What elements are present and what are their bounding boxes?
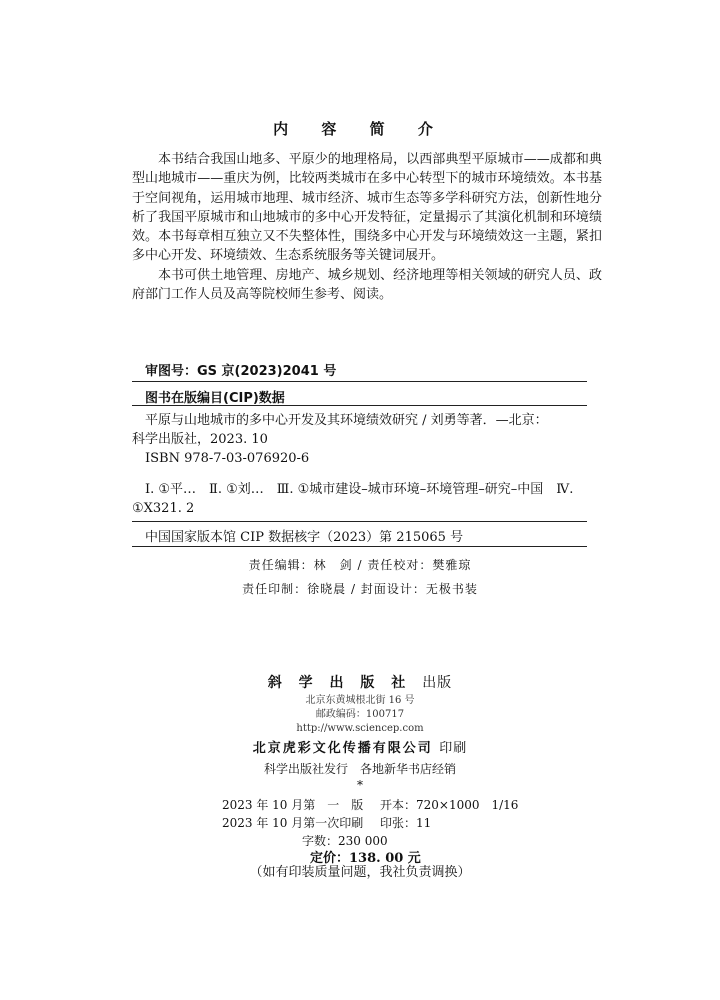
publisher-postcode: 邮政编码：100717 bbox=[315, 709, 405, 720]
publisher-name: 斜 学 出 版 社 bbox=[267, 675, 412, 691]
word-count: 字数：230 000 bbox=[302, 834, 388, 848]
credit-line: 责任印制：徐晓晨 / 封面设计：无极书装 bbox=[242, 582, 478, 596]
cip-record bbox=[132, 411, 587, 468]
sheets-info: 印张：11 bbox=[380, 816, 432, 830]
credit-line: 责任编辑：林 剑 / 责任校对：樊雅琼 bbox=[248, 558, 472, 572]
cip-line: 平原与山地城市的多中心开发及其环境绩效研究 / 刘勇等著．—北京： bbox=[145, 413, 548, 428]
cip-line: 科学出版社，2023. 10 bbox=[132, 432, 268, 447]
publisher-website: http://www.sciencep.com bbox=[296, 723, 424, 734]
cip-subjects: Ⅰ. ①平… Ⅱ. ①刘… Ⅲ. ①城市建设–城市环境–环境管理–研究–中国 Ⅳ. ①X321. 2 bbox=[132, 482, 574, 516]
printer-line bbox=[0, 738, 720, 760]
publisher-address: 北京东黄城根北街 16 号 bbox=[305, 695, 415, 706]
distribution-line: 科学出版社发行 各地新华书店经销 bbox=[263, 762, 456, 776]
map-review-number: 审图号：GS 京(2023)2041 号 bbox=[145, 364, 337, 379]
cip-record-number: 中国国家版本馆 CIP 数据核字（2023）第 215065 号 bbox=[145, 530, 464, 545]
publisher-suffix: 出版 bbox=[422, 675, 453, 691]
colophon bbox=[0, 672, 720, 792]
printing-info: 2023 年 10 月第一次印刷 bbox=[222, 816, 364, 830]
separator-mark: * bbox=[357, 778, 363, 792]
divider bbox=[132, 546, 587, 547]
section-title: 内 容 简 介 bbox=[273, 120, 447, 138]
summary-paragraph: 本书可供土地管理、房地产、城乡规划、经济地理等相关领域的研究人员、政府部门工作人员及高等院校师生参考、阅读。 bbox=[132, 267, 602, 303]
format-info: 开本：720×1000 1/16 bbox=[380, 798, 519, 812]
printer-name: 北京虎彩文化传播有限公司 bbox=[252, 741, 433, 756]
quality-notice: （如有印装质量问题，我社负责调换） bbox=[249, 865, 471, 880]
cip-heading: 图书在版编目(CIP)数据 bbox=[145, 391, 285, 406]
price: 定价：138. 00 元 bbox=[310, 851, 421, 866]
printer-suffix: 印刷 bbox=[439, 741, 468, 756]
editorial-credits bbox=[0, 553, 720, 601]
summary-paragraph: 本书结合我国山地多、平原少的地理格局，以西部典型平原城市——成都和典型山地城市——重庆为例，比较两类城市在多中心转型下的城市环境绩效。本书基于空间视角，运用城市地理、城市经济、城市生态等多学科研究方法，创新性地分析了我国平原城市和山地城市的多中心开发特征，定量揭示了其演化机制和环境绩效。本书每章相互独立又不失整体性，围绕多中心开发与环境绩效这一主题，紧扣多中心开发、环境绩效、生态系统服务等关键词展开。 bbox=[132, 152, 602, 264]
edition-info: 2023 年 10 月第 一 版 bbox=[222, 798, 364, 812]
cip-line: ISBN 978-7-03-076920-6 bbox=[145, 451, 310, 466]
publisher-line bbox=[0, 672, 720, 694]
divider bbox=[132, 521, 587, 522]
publication-specs bbox=[0, 796, 720, 868]
divider bbox=[132, 405, 587, 406]
divider bbox=[132, 381, 587, 382]
summary-text bbox=[132, 150, 602, 304]
